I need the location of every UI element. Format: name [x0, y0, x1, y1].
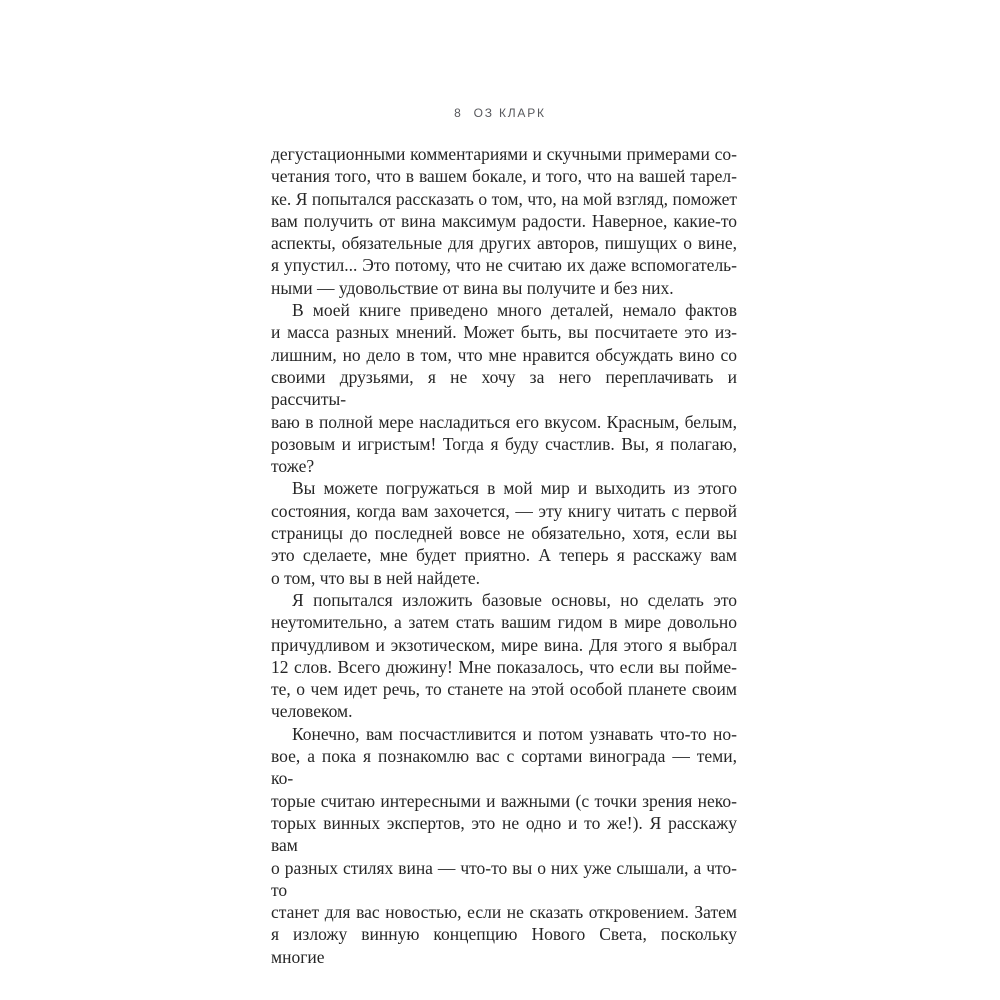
text-line: тоже?	[271, 456, 315, 477]
text-line: торых винных экспертов, это не одно и то же!). Я расскажу вам	[271, 812, 737, 856]
text-line: В моей книге приведено много деталей, немало фактов	[292, 300, 737, 321]
text-line: причудливом и экзотическом, мире вина. Для этого я выбрал	[271, 634, 737, 655]
text-line: о разных стилях вина — что-то вы о них уже слышали, а что-то	[271, 857, 737, 900]
page-number: 8	[454, 106, 463, 120]
text-line: неутомительно, а затем стать вашим гидом в мире довольно	[271, 612, 737, 633]
text-line: страницы до последней вовсе не обязательно, хотя, если вы	[271, 523, 737, 544]
text-line: 12 слов. Всего дюжину! Мне показалось, что если вы пойме-	[271, 656, 737, 677]
text-line: дегустационными комментариями и скучными примерами со-	[271, 144, 737, 164]
text-line: состояния, когда вам захочется, — эту книгу читать с первой	[271, 500, 737, 521]
text-line: торые считаю интересными и важными (с точки зрения неко-	[271, 790, 737, 811]
text-line: аспекты, обязательные для других авторов, пишущих о вине,	[271, 233, 737, 254]
text-line: ваю в полной мере насладиться его вкусом. Красным, белым,	[271, 411, 737, 432]
text-line: своими друзьями, я не хочу за него переплачивать и рассчиты-	[271, 366, 737, 410]
text-line: и масса разных мнений. Может быть, вы посчитаете это из-	[271, 322, 737, 343]
text-line: четания того, что в вашем бокале, и того, что на вашей тарел-	[271, 166, 737, 187]
text-line: Я попытался изложить базовые основы, но сделать это	[292, 589, 737, 610]
text-line: Конечно, вам посчастливится и потом узнавать что-то но-	[292, 723, 737, 744]
text-line: вам получить от вина максимум радости. Наверное, какие-то	[271, 210, 737, 231]
text-line: я изложу винную концепцию Нового Света, поскольку многие	[271, 924, 737, 967]
running-header	[0, 106, 1000, 120]
text-line: те, о чем идет речь, то станете на этой особой планете своим	[271, 679, 737, 700]
text-line: вое, а пока я познакомлю вас с сортами винограда — теми, ко-	[271, 746, 737, 789]
text-line: это сделаете, мне будет приятно. А теперь я расскажу вам	[271, 545, 737, 566]
text-line: человеком.	[271, 701, 353, 722]
running-title: ОЗ КЛАРК	[473, 106, 546, 120]
text-line: Вы можете погружаться в мой мир и выходить из этого	[292, 478, 737, 499]
page-body-text	[271, 143, 737, 968]
text-line: розовым и игристым! Тогда я буду счастлив. Вы, я полагаю,	[271, 433, 737, 454]
text-line: лишним, но дело в том, что мне нравится обсуждать вино со	[271, 344, 737, 365]
text-line: ными — удовольствие от вина вы получите и без них.	[271, 277, 674, 298]
text-line: станет для вас новостью, если не сказать откровением. Затем	[271, 902, 737, 923]
text-line: ке. Я попытался рассказать о том, что, на мой взгляд, поможет	[271, 188, 737, 209]
text-line: я упустил... Это потому, что не считаю их даже вспомогатель-	[271, 255, 737, 276]
text-line: о том, что вы в ней найдете.	[271, 567, 480, 588]
